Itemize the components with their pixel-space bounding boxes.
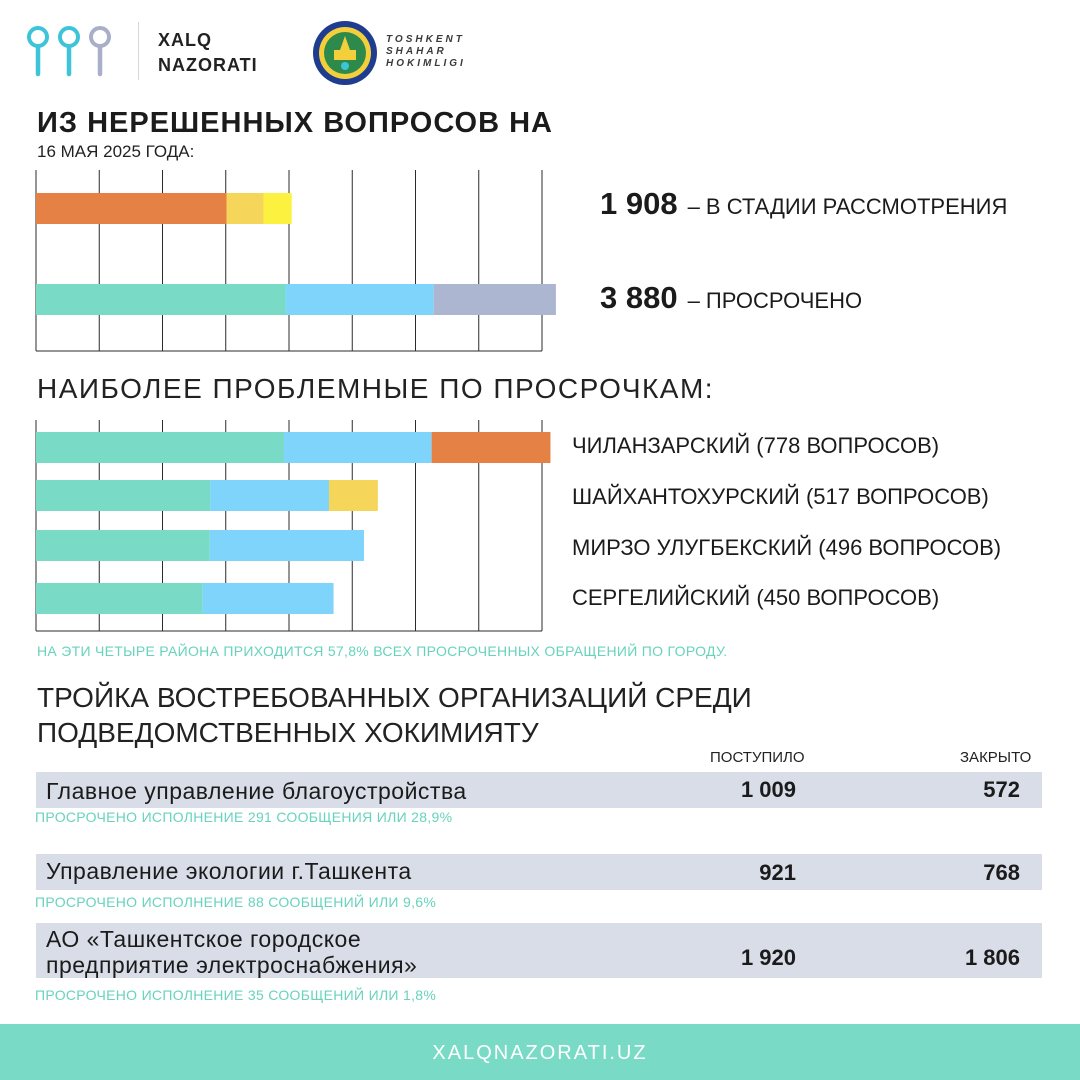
brand-name: [158, 28, 258, 78]
chart1-bar-2-segment-1: [36, 284, 286, 315]
chart2: [0, 420, 600, 635]
section3-title: [37, 680, 752, 750]
footer-url[interactable]: XALQNAZORATI.UZ: [432, 1042, 648, 1064]
magnifier-icon-3: [91, 28, 109, 74]
xalq-nazorati-logo: [26, 24, 116, 80]
district-label-sergeli: СЕРГЕЛИЙСКИЙ (450 ВОПРОСОВ): [572, 585, 940, 610]
column-header-received: ПОСТУПИЛО: [710, 749, 805, 766]
summary-overdue-label: – ПРОСРОЧЕНО: [687, 288, 863, 313]
chart2-bar-4-segment-1: [36, 583, 203, 614]
section2-title: НАИБОЛЕЕ ПРОБЛЕМНЫЕ ПО ПРОСРОЧКАМ:: [37, 373, 715, 404]
magnifier-icon-2: [60, 28, 78, 74]
org-2-overdue-note: ПРОСРОЧЕНО ИСПОЛНЕНИЕ 88 СООБЩЕНИЙ ИЛИ 9,6%: [35, 894, 437, 910]
chart2-bar-3-segment-2: [210, 530, 364, 561]
chart2-bars: [36, 432, 550, 614]
chart2-bar-2-segment-1: [36, 480, 210, 511]
org-name-3: [46, 926, 417, 978]
org-3-overdue-note: ПРОСРОЧЕНО ИСПОЛНЕНИЕ 35 СООБЩЕНИЙ ИЛИ 1,8%: [35, 987, 437, 1003]
district-label-mirzo-ulugbek: МИРЗО УЛУГБЕКСКИЙ (496 ВОПРОСОВ): [572, 535, 1002, 560]
org-2-received: 921: [759, 860, 796, 885]
org-3-received: 1 920: [740, 945, 796, 970]
section1-date: 16 МАЯ 2025 ГОДА:: [37, 142, 195, 161]
org-2-closed: 768: [983, 860, 1020, 885]
org-1-overdue-note: ПРОСРОЧЕНО ИСПОЛНЕНИЕ 291 СООБЩЕНИЯ ИЛИ 28,9%: [35, 809, 453, 825]
summary-in-review: [600, 186, 1007, 222]
chart2-bar-1-segment-1: [36, 432, 284, 463]
summary-overdue-value: 3 880: [600, 280, 678, 315]
column-header-closed: ЗАКРЫТО: [960, 749, 1032, 766]
chart2-bar-2-segment-2: [210, 480, 329, 511]
org-name-3-line-2: предприятие электроснабжения»: [46, 952, 418, 978]
chart2-bar-1-segment-3: [432, 432, 551, 463]
magnifier-icon-1: [29, 28, 47, 74]
chart1-bars: [36, 193, 556, 315]
tashkent-seal-icon: [312, 20, 378, 86]
district-label-shaykhantokhur: ШАЙХАНТОХУРСКИЙ (517 ВОПРОСОВ): [572, 484, 989, 509]
hokimlik-line-2: SHAHAR: [386, 46, 447, 57]
hokimlik-name: [386, 34, 466, 70]
chart1-bar-1-segment-3: [264, 193, 292, 224]
section3-title-line-2: ПОДВЕДОМСТВЕННЫХ ХОКИМИЯТУ: [37, 717, 539, 748]
chart1-bar-1-segment-2: [226, 193, 263, 224]
chart1-bar-2-segment-2: [286, 284, 434, 315]
section1-title: ИЗ НЕРЕШЕННЫХ ВОПРОСОВ НА: [37, 107, 554, 139]
district-label-chilanzar: ЧИЛАНЗАРСКИЙ (778 ВОПРОСОВ): [572, 433, 940, 458]
chart1: [0, 170, 600, 360]
chart1-bar-2-segment-3: [434, 284, 556, 315]
header-divider: [138, 22, 139, 80]
brand-line-2: NAZORATI: [158, 55, 258, 75]
org-name-3-line-1: АО «Ташкентское городское: [46, 926, 362, 952]
districts-share-note: НА ЭТИ ЧЕТЫРЕ РАЙОНА ПРИХОДИТСЯ 57,8% ВСЕХ ПРОСРОЧЕННЫХ ОБРАЩЕНИЙ ПО ГОРОДУ.: [37, 643, 728, 659]
org-1-received: 1 009: [740, 777, 796, 802]
chart2-bar-4-segment-2: [203, 583, 334, 614]
hokimlik-line-3: HOKIMLIGI: [386, 58, 466, 69]
chart1-bar-1-segment-1: [36, 193, 226, 224]
org-name-2: Управление экологии г.Ташкента: [46, 858, 412, 884]
chart2-bar-2-segment-3: [329, 480, 378, 511]
org-name-1: Главное управление благоустройства: [46, 778, 467, 804]
org-1-closed: 572: [983, 777, 1020, 802]
summary-in-review-value: 1 908: [600, 186, 678, 221]
hokimlik-line-1: TOSHKENT: [386, 34, 465, 45]
chart2-bar-3-segment-1: [36, 530, 210, 561]
org-3-closed: 1 806: [964, 945, 1020, 970]
chart2-bar-1-segment-2: [284, 432, 432, 463]
summary-in-review-label: – В СТАДИИ РАССМОТРЕНИЯ: [687, 194, 1008, 219]
section3-title-line-1: ТРОЙКА ВОСТРЕБОВАННЫХ ОРГАНИЗАЦИЙ СРЕДИ: [37, 682, 752, 713]
brand-line-1: XALQ: [158, 30, 213, 50]
summary-overdue: [600, 280, 862, 316]
